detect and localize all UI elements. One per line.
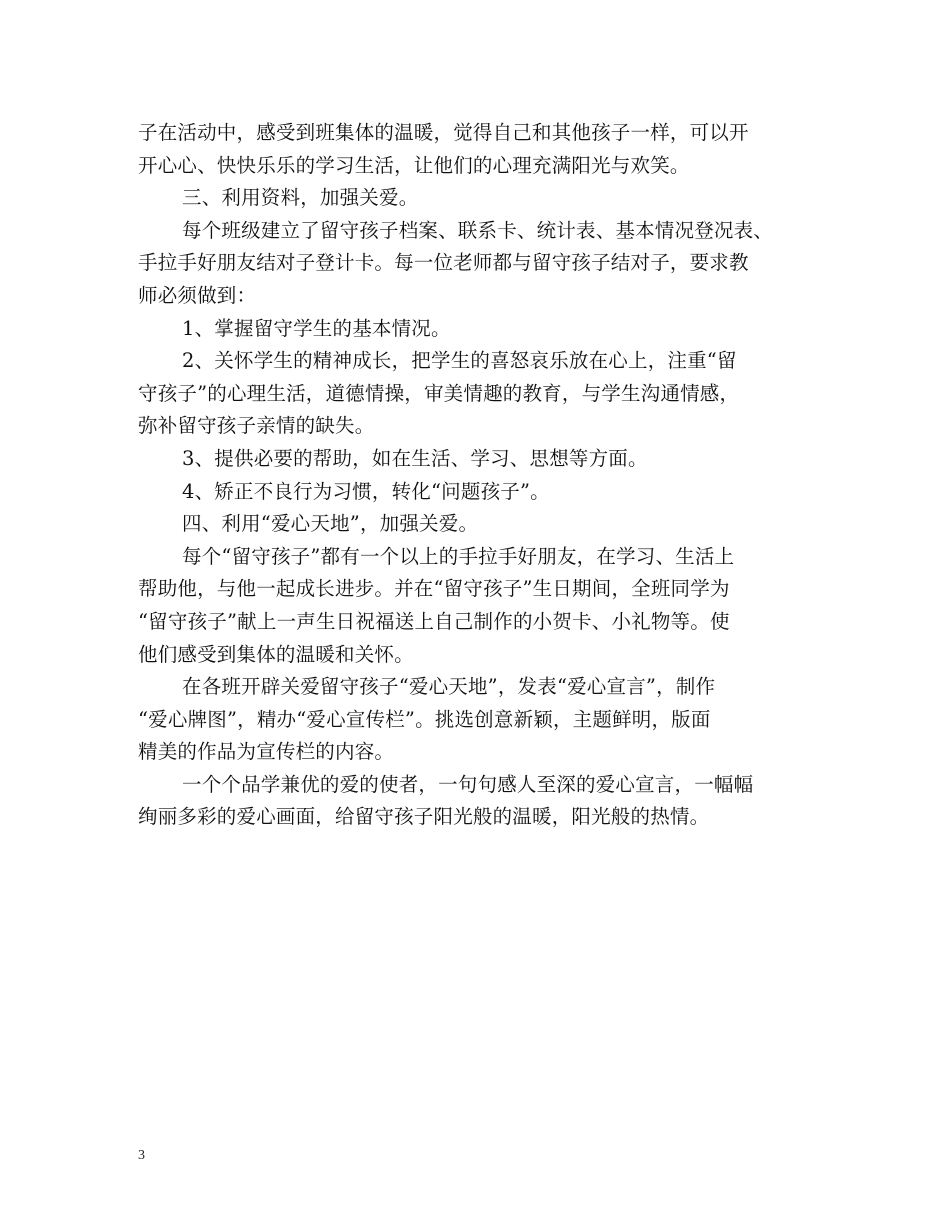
section-heading-4: 四、利用“爱心天地”，加强关爱。 <box>182 512 479 536</box>
document-body <box>138 117 818 834</box>
text-line-6: 师必须做到： <box>138 283 257 307</box>
text-line-1: 子在活动中，感受到班集体的温暖，觉得自己和其他孩子一样，可以开 <box>138 121 749 144</box>
section-heading-3: 三、利用资料，加强关爱。 <box>182 186 419 210</box>
list-item-1: 1、掌握留守学生的基本情况。 <box>182 316 451 340</box>
text-line-5: 手拉手好朋友结对子登计卡。每一位老师都与留守孩子结对子，要求教 <box>138 251 749 275</box>
text-line-21: 一个个品学兼优的爱的使者，一句句感人至深的爱心宣言，一幅幅 <box>182 772 754 796</box>
list-item-2: 2、关怀学生的精神成长，把学生的喜怒哀乐放在心上，注重“留 <box>182 349 737 373</box>
text-line-9: 守孩子”的心理生活，道德情操，审美情趣的教育，与学生沟通情感， <box>138 381 740 405</box>
list-item-4: 4、矫正不良行为习惯，转化“问题孩子”。 <box>182 479 550 503</box>
text-line-14: 每个“留守孩子”都有一个以上的手拉手好朋友，在学习、生活上 <box>182 544 735 568</box>
text-line-2: 开心心、快快乐乐的学习生活，让他们的心理充满阳光与欢笑。 <box>138 153 690 177</box>
text-line-4: 每个班级建立了留守孩子档案、联系卡、统计表、基本情况登况表、 <box>182 218 774 242</box>
text-line-17: 他们感受到集体的温暖和关怀。 <box>138 642 414 666</box>
list-item-3: 3、提供必要的帮助，如在生活、学习、思想等方面。 <box>182 446 648 470</box>
text-line-16: “留守孩子”献上一声生日祝福送上自己制作的小贺卡、小礼物等。使 <box>138 609 730 633</box>
text-line-18: 在各班开辟关爱留守孩子“爱心天地”，发表“爱心宣言”，制作 <box>182 675 716 699</box>
text-line-22: 绚丽多彩的爱心画面，给留守孩子阳光般的温暖，阳光般的热情。 <box>138 805 710 829</box>
text-line-15: 帮助他，与他一起成长进步。并在“留守孩子”生日期间，全班同学为 <box>138 577 730 601</box>
page-number: 3 <box>138 1148 145 1163</box>
text-line-19: “爱心牌图”，精办“爱心宣传栏”。挑选创意新颖，主题鲜明，版面 <box>138 707 711 731</box>
text-line-20: 精美的作品为宣传栏的内容。 <box>138 740 395 764</box>
text-line-10: 弥补留守孩子亲情的缺失。 <box>138 414 375 438</box>
